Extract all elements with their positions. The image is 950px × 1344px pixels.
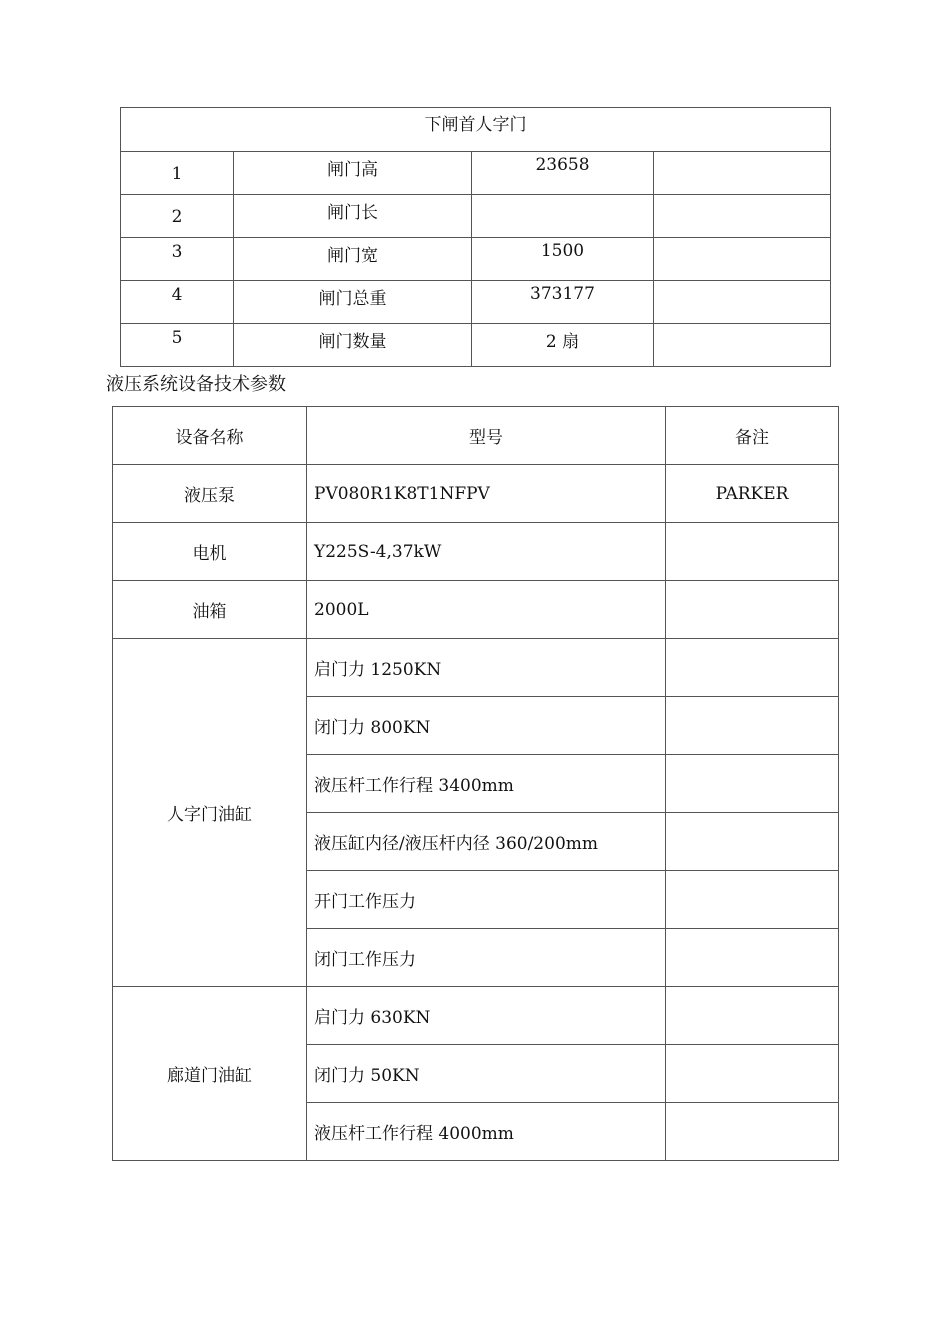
table-row <box>121 324 831 367</box>
param-name: 闸门宽 <box>234 238 472 281</box>
equipment-note <box>666 1045 839 1103</box>
equipment-note <box>666 987 839 1045</box>
param-extra <box>654 324 831 367</box>
table-row <box>121 238 831 281</box>
equipment-model: PV080R1K8T1NFPV <box>307 465 666 523</box>
table-row <box>121 152 831 195</box>
equipment-note <box>666 697 839 755</box>
equipment-name: 电机 <box>113 523 307 581</box>
equipment-model: 液压缸内径/液压杆内径 360/200mm <box>307 813 666 871</box>
equipment-note <box>666 929 839 987</box>
equipment-model: 启门力 630KN <box>307 987 666 1045</box>
param-name: 闸门高 <box>234 152 472 195</box>
row-number: 2 <box>121 195 234 238</box>
equipment-name: 人字门油缸 <box>113 639 307 987</box>
param-value: 1500 <box>472 238 654 281</box>
row-number: 1 <box>121 152 234 195</box>
equipment-model: 闭门力 800KN <box>307 697 666 755</box>
equipment-note <box>666 755 839 813</box>
equipment-model: 闭门力 50KN <box>307 1045 666 1103</box>
table-row <box>113 639 839 697</box>
table-row <box>113 581 839 639</box>
table-row <box>121 195 831 238</box>
row-number: 5 <box>121 324 234 367</box>
param-name: 闸门长 <box>234 195 472 238</box>
param-extra <box>654 238 831 281</box>
section-title: 液压系统设备技术参数 <box>106 374 286 395</box>
param-value: 23658 <box>472 152 654 195</box>
equipment-note <box>666 639 839 697</box>
hydraulic-equipment-table <box>112 406 839 1161</box>
equipment-note: PARKER <box>666 465 839 523</box>
header-model: 型号 <box>307 407 666 465</box>
equipment-note <box>666 871 839 929</box>
equipment-name: 液压泵 <box>113 465 307 523</box>
param-value <box>472 195 654 238</box>
table-header-row <box>113 407 839 465</box>
param-extra <box>654 281 831 324</box>
equipment-name: 廊道门油缸 <box>113 987 307 1161</box>
equipment-name: 油箱 <box>113 581 307 639</box>
equipment-model: 闭门工作压力 <box>307 929 666 987</box>
param-extra <box>654 195 831 238</box>
equipment-note <box>666 523 839 581</box>
param-value: 373177 <box>472 281 654 324</box>
header-note: 备注 <box>666 407 839 465</box>
equipment-note <box>666 1103 839 1161</box>
equipment-model: Y225S-4,37kW <box>307 523 666 581</box>
table-row <box>121 281 831 324</box>
equipment-model: 液压杆工作行程 4000mm <box>307 1103 666 1161</box>
param-value: 2 扇 <box>472 324 654 367</box>
param-name: 闸门数量 <box>234 324 472 367</box>
header-equipment: 设备名称 <box>113 407 307 465</box>
row-number: 4 <box>121 281 234 324</box>
table-title: 下闸首人字门 <box>121 108 831 152</box>
equipment-model: 启门力 1250KN <box>307 639 666 697</box>
table-header-row <box>121 108 831 152</box>
equipment-note <box>666 813 839 871</box>
param-name: 闸门总重 <box>234 281 472 324</box>
table-row <box>113 465 839 523</box>
equipment-note <box>666 581 839 639</box>
row-number: 3 <box>121 238 234 281</box>
equipment-model: 液压杆工作行程 3400mm <box>307 755 666 813</box>
table-row <box>113 523 839 581</box>
gate-parameters-table <box>120 107 831 367</box>
table-row <box>113 987 839 1045</box>
equipment-model: 开门工作压力 <box>307 871 666 929</box>
equipment-model: 2000L <box>307 581 666 639</box>
param-extra <box>654 152 831 195</box>
